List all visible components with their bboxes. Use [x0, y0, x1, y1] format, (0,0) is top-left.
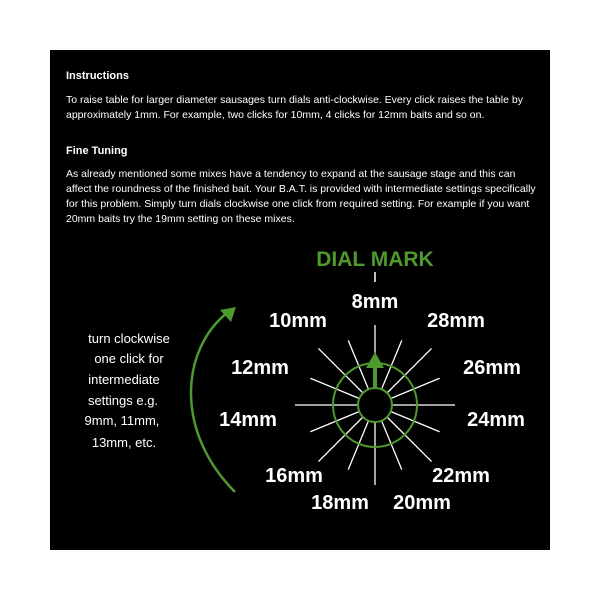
dial-label-24mm: 24mm — [467, 409, 525, 431]
clockwise-note-line: intermediate — [88, 372, 160, 387]
fine-tuning-text: As already mentioned some mixes have a tendency to expand at the sausage stage and this can affect the roundness of the finished bait. Your B.A.T. is provided with intermediate settings specifically for this problem. Simply turn dials clockwise one click from required setting. For example if you want 20mm baits try the 19mm setting on these mixes. — [66, 168, 536, 225]
dial-label-8mm: 8mm — [351, 291, 399, 313]
dial-label-26mm: 26mm — [463, 357, 521, 379]
clockwise-note — [85, 331, 170, 450]
dial-center — [358, 388, 392, 422]
clockwise-note-line: 9mm, 11mm, — [84, 413, 160, 428]
dial-arrow-icon — [366, 352, 384, 368]
dial-label-20mm: 20mm — [393, 492, 451, 514]
dial-diagram — [50, 50, 550, 550]
instructions-text: To raise table for larger diameter sausages turn dials anti-clockwise. Every click raises the table by approximately 1mm. For example, two clicks for 10mm, 4 clicks for 12mm baits and so on. — [66, 94, 523, 121]
clockwise-note-line: settings e.g. — [87, 393, 159, 408]
dial-mark-title: DIAL MARK — [316, 248, 434, 271]
dial-label-14mm: 14mm — [219, 409, 277, 431]
clockwise-note-line: one click for — [94, 351, 164, 366]
fine-tuning-heading: Fine Tuning — [66, 145, 128, 157]
clockwise-arc — [191, 312, 235, 492]
dial-label-10mm: 10mm — [269, 310, 327, 332]
clockwise-note-line: turn clockwise — [88, 331, 170, 346]
dial-spoke — [387, 348, 432, 393]
dial-label-28mm: 28mm — [427, 310, 485, 332]
dial-label-18mm: 18mm — [311, 492, 369, 514]
instruction-panel — [50, 50, 550, 550]
clockwise-note-line: 13mm, etc. — [91, 435, 157, 450]
dial-spoke — [318, 348, 363, 393]
dial-spoke — [318, 417, 363, 462]
dial-label-12mm: 12mm — [231, 357, 289, 379]
dial-label-16mm: 16mm — [265, 465, 323, 487]
dial-label-22mm: 22mm — [432, 465, 490, 487]
dial-spoke — [387, 417, 432, 462]
instructions-heading: Instructions — [66, 70, 129, 82]
clockwise-arrowhead-icon — [220, 307, 236, 322]
